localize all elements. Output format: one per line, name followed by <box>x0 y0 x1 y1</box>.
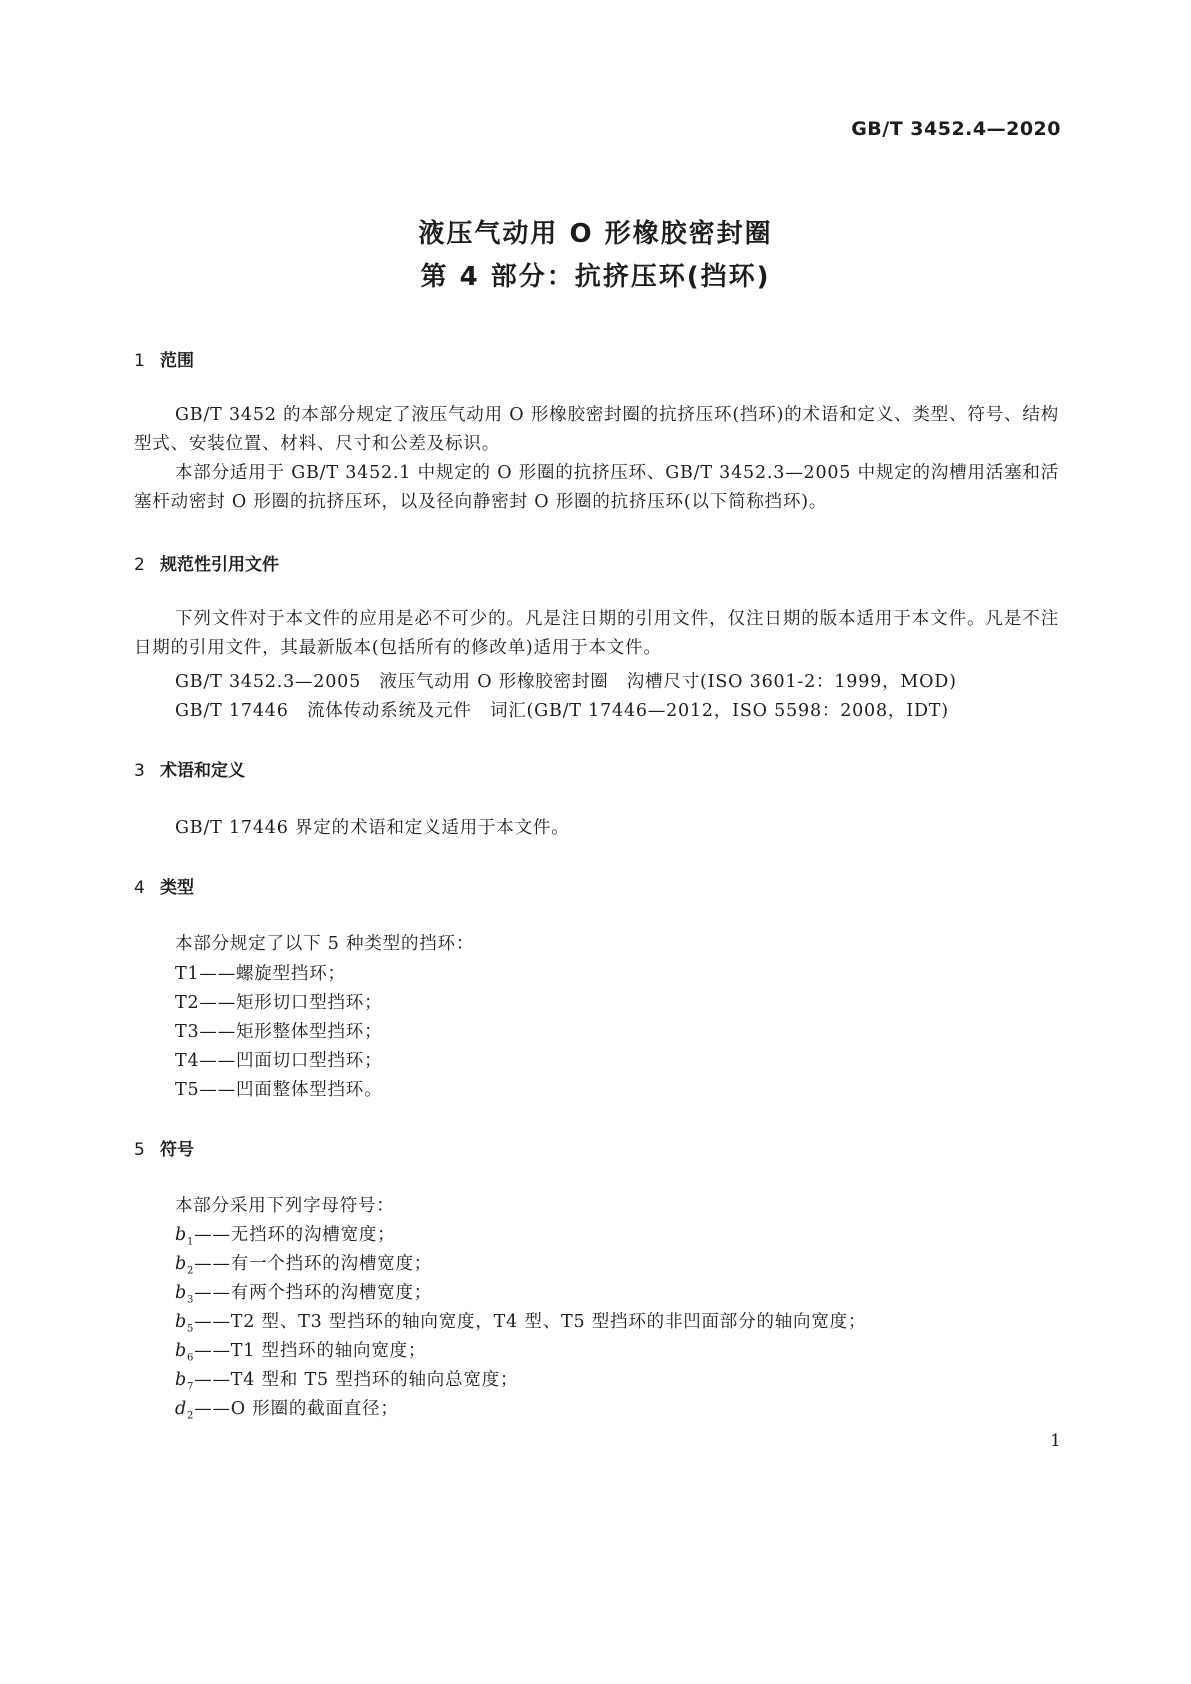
section-title: 范围 <box>160 351 194 371</box>
section-heading-2 <box>134 550 279 575</box>
symbol-description: ——T1 型挡环的轴向宽度； <box>194 1341 427 1361</box>
list-item: T3——矩形整体型挡环； <box>175 1022 383 1042</box>
symbol-definition <box>175 1221 396 1248</box>
symbol-description: ——有两个挡环的沟槽宽度； <box>194 1283 433 1303</box>
paragraph: GB/T 3452 的本部分规定了液压气动用 O 形橡胶密封圈的抗挤压环(挡环)的术语和定义、类型、符号、结构型式、安装位置、材料、尺寸和公差及标识。 <box>134 405 1059 454</box>
symbol: $b_3$ <box>175 1283 195 1306</box>
symbol-description: ——无挡环的沟槽宽度； <box>194 1225 396 1245</box>
symbol: $b_5$ <box>175 1312 195 1335</box>
symbol-description: ——T2 型、T3 型挡环的轴向宽度，T4 型、T5 型挡环的非凹面部分的轴向宽度； <box>194 1312 867 1332</box>
section-title: 类型 <box>160 878 194 898</box>
page-number: 1 <box>1050 1431 1061 1451</box>
list-intro: 本部分采用下列字母符号： <box>175 1196 395 1216</box>
list-intro: 本部分规定了以下 5 种类型的挡环： <box>175 934 475 954</box>
symbol: $d_2$ <box>175 1399 195 1422</box>
section-title: 规范性引用文件 <box>160 555 279 575</box>
symbol-definition <box>175 1308 866 1335</box>
list-item: T4——凹面切口型挡环； <box>175 1051 383 1071</box>
symbol-description: ——O 形圈的截面直径； <box>194 1399 399 1419</box>
document-subtitle: 第 4 部分：抗挤压环(挡环) <box>420 262 771 292</box>
section-heading-1 <box>134 346 194 371</box>
section-heading-3 <box>134 756 245 781</box>
section-title: 术语和定义 <box>160 761 245 781</box>
symbol-definition <box>175 1279 432 1306</box>
symbol-definition <box>175 1250 432 1277</box>
symbol-definition <box>175 1337 426 1364</box>
paragraph: 下列文件对于本文件的应用是必不可少的。凡是注日期的引用文件，仅注日期的版本适用于本文件。凡是不注日期的引用文件，其最新版本(包括所有的修改单)适用于本文件。 <box>134 609 1059 658</box>
section-heading-5 <box>134 1135 194 1160</box>
document-title: 液压气动用 O 形橡胶密封圈 <box>418 219 773 249</box>
section-number: 3 <box>134 761 145 781</box>
normative-reference: GB/T 3452.3—2005 液压气动用 O 形橡胶密封圈 沟槽尺寸(ISO 3601-2：1999，MOD) <box>175 672 957 692</box>
paragraph: 本部分适用于 GB/T 3452.1 中规定的 O 形圈的抗挤压环、GB/T 3452.3—2005 中规定的沟槽用活塞和活塞杆动密封 O 形圈的抗挤压环，以及径向静密封 O 形圈的抗挤压环(以下简称挡环)。 <box>134 463 1059 512</box>
paragraph: GB/T 17446 界定的术语和定义适用于本文件。 <box>175 818 570 838</box>
section-number: 1 <box>134 351 145 371</box>
symbol-definition <box>175 1366 518 1393</box>
list-item: T5——凹面整体型挡环。 <box>175 1080 383 1100</box>
list-item: T2——矩形切口型挡环； <box>175 993 383 1013</box>
symbol-description: ——T4 型和 T5 型挡环的轴向总宽度； <box>194 1370 519 1390</box>
symbol-description: ——有一个挡环的沟槽宽度； <box>194 1254 433 1274</box>
section-number: 4 <box>134 878 145 898</box>
section-heading-4 <box>134 873 194 898</box>
symbol: $b_2$ <box>175 1254 195 1277</box>
section-title: 符号 <box>160 1140 194 1160</box>
symbol: $b_7$ <box>175 1370 195 1393</box>
symbol-definition <box>175 1395 399 1422</box>
standard-code: GB/T 3452.4—2020 <box>851 118 1061 140</box>
symbol: $b_1$ <box>175 1225 195 1248</box>
list-item: T1——螺旋型挡环； <box>175 964 346 984</box>
section-number: 2 <box>134 555 145 575</box>
normative-reference: GB/T 17446 流体传动系统及元件 词汇(GB/T 17446—2012，ISO 5598：2008，IDT) <box>175 701 949 721</box>
section-number: 5 <box>134 1140 145 1160</box>
symbol: $b_6$ <box>175 1341 195 1364</box>
